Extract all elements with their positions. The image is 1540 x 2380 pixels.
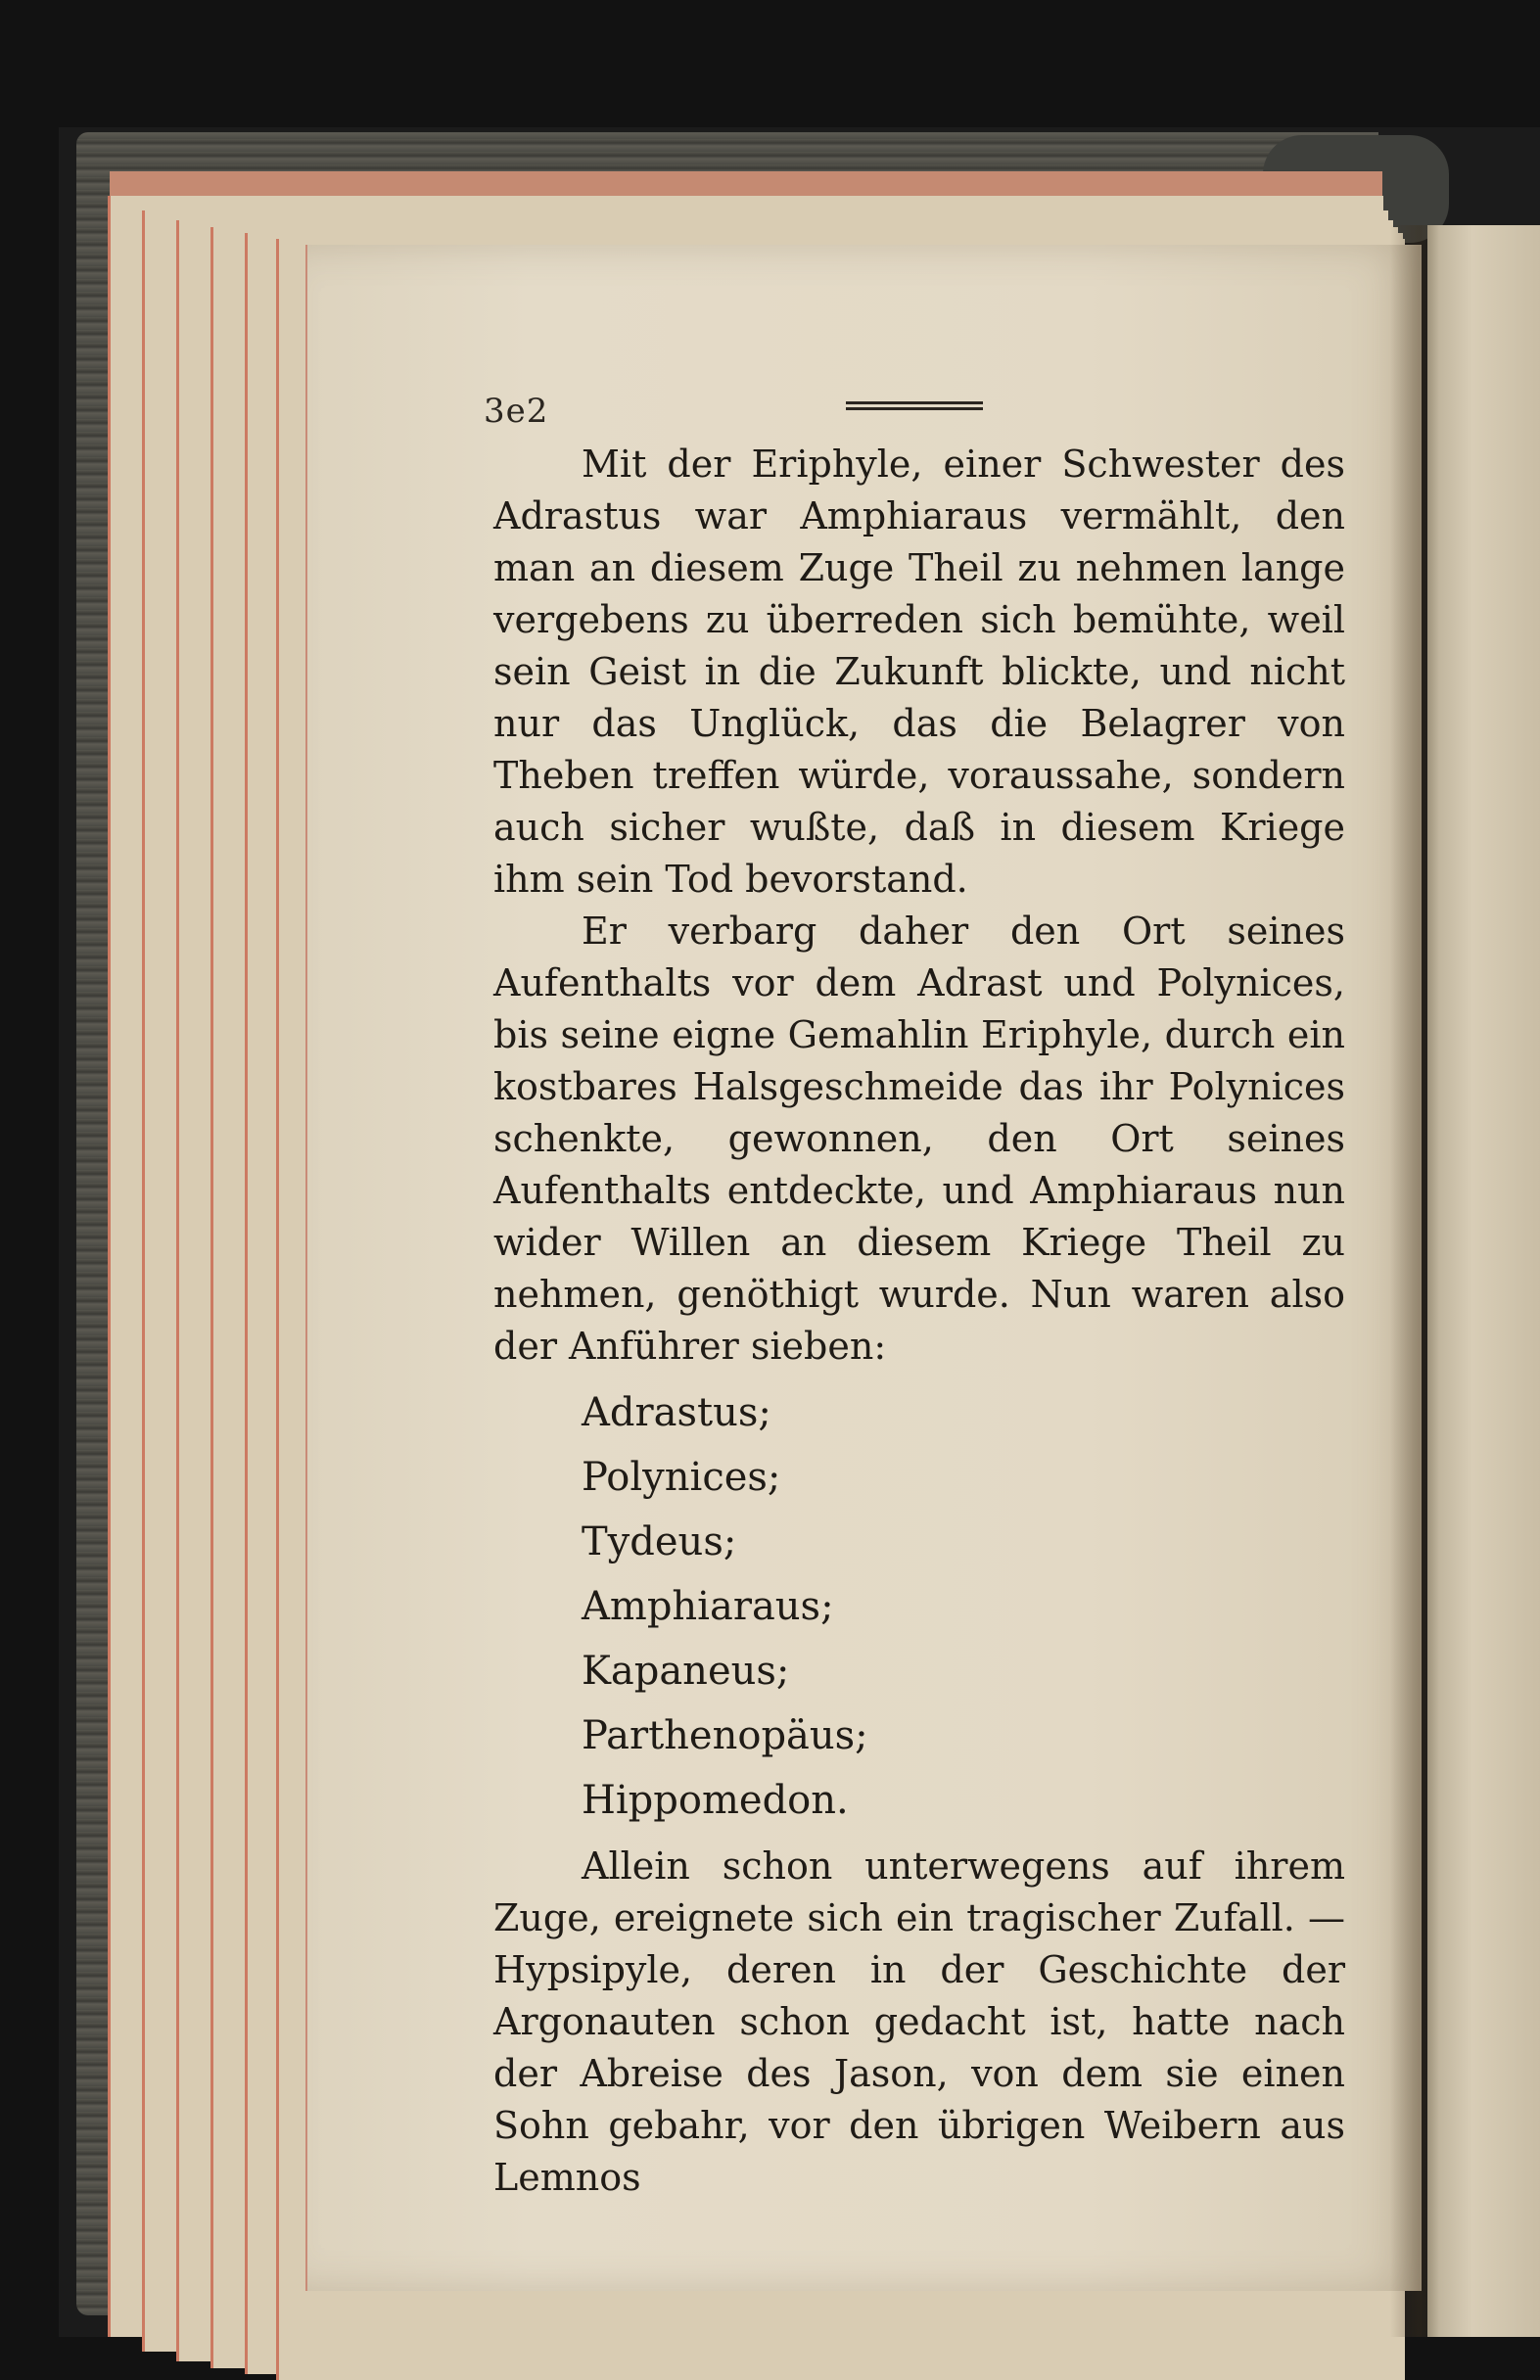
list-item: Kapaneus; [582, 1649, 790, 1694]
page-text [493, 439, 1345, 2204]
leaders-list [582, 1380, 1345, 1833]
list-item: Polynices; [582, 1455, 781, 1500]
list-item: Parthenopäus; [582, 1713, 868, 1758]
book-page [305, 245, 1422, 2291]
paragraph-1: Mit der Eriphyle, einer Schwester des Adrastus war Amphiaraus vermählt, den man an diesem Zuge Theil zu nehmen lange vergebens zu überreden sich bemühte, weil sein Geist in die Zukunft blickte, und nicht nur das Unglück, das die Belagrer von Theben treffen würde, voraussahe, sondern auch sicher wußte, daß in diesem Kriege ihm sein Tod bevorstand. [493, 443, 1345, 901]
list-item: Adrastus; [582, 1390, 771, 1435]
facing-page [1427, 225, 1540, 2337]
paragraph-3: Allein schon unterwegens auf ihrem Zuge, ereignete sich ein tragischer Zufall. — Hypsipyle, deren in der Geschichte der Argonauten schon gedacht ist, hatte nach der Abreise des Jason, von dem sie einen Sohn gebahr, vor den übrigen Weibern aus Lemnos [493, 1844, 1345, 2199]
page-number: 3e2 [484, 392, 549, 431]
header-rule [846, 401, 983, 415]
paragraph-2: Er verbarg daher den Ort seines Aufenthalts vor dem Adrast und Polynices, bis seine eigne Gemahlin Eriphyle, durch ein kostbares Halsgeschmeide das ihr Polynices schenkte, gewonnen, den Ort seines Aufenthalts entdeckte, und Amphiaraus nun wider Willen an diesem Kriege Theil zu nehmen, genöthigt wurde. Nun waren also der Anführer sieben: [493, 910, 1345, 1368]
list-item: Hippomedon. [582, 1778, 849, 1823]
spine-fold [1390, 225, 1439, 2337]
list-item: Amphiaraus; [582, 1584, 834, 1629]
list-item: Tydeus; [582, 1519, 737, 1564]
